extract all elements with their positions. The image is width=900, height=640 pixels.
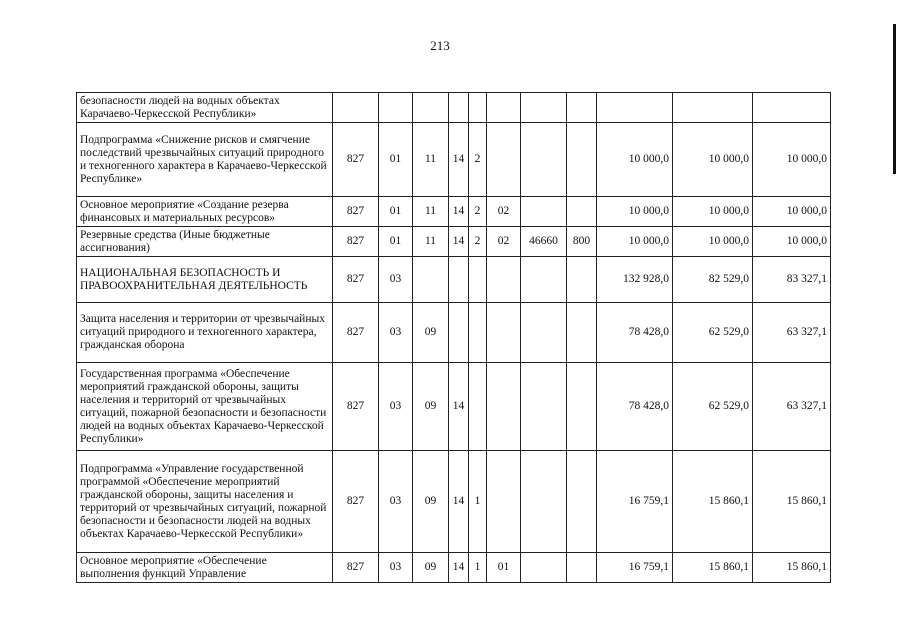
cell-direction [521,93,567,123]
cell-sum-3: 63 327,1 [753,303,831,363]
cell-direction [521,451,567,553]
budget-table-body [77,93,831,583]
cell-expense-type: 800 [567,227,597,257]
cell-sum-2: 10 000,0 [673,227,753,257]
cell-sum-1: 10 000,0 [597,123,673,197]
cell-subprogram [469,303,487,363]
table-row [77,303,831,363]
cell-subsection [413,257,449,303]
cell-section: 01 [379,227,413,257]
cell-sum-3: 63 327,1 [753,363,831,451]
cell-section: 01 [379,197,413,227]
cell-sum-2: 15 860,1 [673,553,753,583]
cell-sum-3: 15 860,1 [753,553,831,583]
cell-subprogram: 2 [469,227,487,257]
cell-activity: 02 [487,197,521,227]
cell-expense-type [567,553,597,583]
cell-section: 03 [379,257,413,303]
cell-ministry: 827 [333,553,379,583]
cell-sum-2 [673,93,753,123]
cell-subsection: 09 [413,553,449,583]
cell-subsection: 09 [413,363,449,451]
cell-section: 03 [379,303,413,363]
cell-program: 14 [449,197,469,227]
cell-sum-3: 10 000,0 [753,227,831,257]
cell-activity [487,93,521,123]
cell-sum-2: 15 860,1 [673,451,753,553]
cell-program [449,93,469,123]
cell-name: НАЦИОНАЛЬНАЯ БЕЗОПАСНОСТЬ И ПРАВООХРАНИТЕЛЬНАЯ ДЕЯТЕЛЬНОСТЬ [77,257,333,303]
cell-subsection: 09 [413,303,449,363]
cell-ministry: 827 [333,303,379,363]
page-edge-mark [893,24,896,174]
cell-activity [487,363,521,451]
cell-section: 03 [379,363,413,451]
table-row [77,451,831,553]
cell-expense-type [567,93,597,123]
cell-program: 14 [449,553,469,583]
cell-program [449,303,469,363]
cell-section [379,93,413,123]
cell-name: Основное мероприятие «Создание резерва финансовых и материальных ресурсов» [77,197,333,227]
cell-direction: 46660 [521,227,567,257]
cell-sum-1: 16 759,1 [597,553,673,583]
cell-sum-3: 10 000,0 [753,123,831,197]
cell-subprogram [469,257,487,303]
cell-name: Подпрограмма «Управление государственной программой «Обеспечение мероприятий гражданской обороны, защиты населения и территорий от чрезвычайных ситуаций, пожарной безопасности и безопасности людей на водных объектах Карачаево-Черкесской Республики» [77,451,333,553]
cell-subprogram [469,93,487,123]
cell-sum-1 [597,93,673,123]
cell-expense-type [567,197,597,227]
table-row [77,257,831,303]
cell-ministry: 827 [333,451,379,553]
table-row [77,227,831,257]
cell-expense-type [567,451,597,553]
table-row [77,197,831,227]
cell-direction [521,197,567,227]
cell-subprogram: 2 [469,197,487,227]
cell-subprogram: 2 [469,123,487,197]
cell-subsection [413,93,449,123]
cell-direction [521,303,567,363]
cell-activity [487,123,521,197]
cell-expense-type [567,257,597,303]
cell-program: 14 [449,123,469,197]
table-row [77,93,831,123]
cell-expense-type [567,123,597,197]
cell-subsection: 11 [413,197,449,227]
cell-sum-2: 10 000,0 [673,197,753,227]
table-row [77,553,831,583]
cell-subsection: 11 [413,123,449,197]
cell-name: безопасности людей на водных объектах Карачаево-Черкесской Республики» [77,93,333,123]
cell-program: 14 [449,451,469,553]
cell-subprogram: 1 [469,553,487,583]
cell-sum-3: 15 860,1 [753,451,831,553]
cell-program: 14 [449,227,469,257]
cell-ministry: 827 [333,257,379,303]
cell-ministry: 827 [333,363,379,451]
cell-activity: 02 [487,227,521,257]
cell-sum-1: 78 428,0 [597,303,673,363]
cell-direction [521,257,567,303]
cell-section: 03 [379,451,413,553]
cell-section: 01 [379,123,413,197]
cell-ministry: 827 [333,123,379,197]
cell-sum-2: 82 529,0 [673,257,753,303]
cell-activity [487,257,521,303]
cell-ministry: 827 [333,197,379,227]
cell-sum-1: 78 428,0 [597,363,673,451]
cell-sum-2: 62 529,0 [673,363,753,451]
cell-name: Защита населения и территории от чрезвычайных ситуаций природного и техногенного характера, гражданская оборона [77,303,333,363]
cell-subprogram: 1 [469,451,487,553]
budget-table [76,92,831,583]
cell-activity: 01 [487,553,521,583]
cell-subsection: 09 [413,451,449,553]
cell-activity [487,451,521,553]
cell-name: Государственная программа «Обеспечение мероприятий гражданской обороны, защиты населения и территорий от чрезвычайных ситуаций, пожарной безопасности и безопасности людей на водных объектах Карачаево-Черкесской Республики» [77,363,333,451]
cell-ministry [333,93,379,123]
cell-subsection: 11 [413,227,449,257]
cell-direction [521,123,567,197]
cell-section: 03 [379,553,413,583]
cell-sum-1: 10 000,0 [597,197,673,227]
cell-ministry: 827 [333,227,379,257]
cell-activity [487,303,521,363]
cell-sum-1: 16 759,1 [597,451,673,553]
page-number: 213 [430,38,450,53]
cell-subprogram [469,363,487,451]
cell-direction [521,553,567,583]
cell-program [449,257,469,303]
cell-direction [521,363,567,451]
cell-sum-1: 132 928,0 [597,257,673,303]
cell-sum-2: 10 000,0 [673,123,753,197]
cell-sum-3: 83 327,1 [753,257,831,303]
cell-sum-3 [753,93,831,123]
cell-expense-type [567,363,597,451]
cell-expense-type [567,303,597,363]
cell-name: Подпрограмма «Снижение рисков и смягчение последствий чрезвычайных ситуаций природного и техногенного характера в Карачаево-Черкесской Республике» [77,123,333,197]
table-row [77,123,831,197]
cell-program: 14 [449,363,469,451]
cell-sum-3: 10 000,0 [753,197,831,227]
cell-name: Резервные средства (Иные бюджетные ассигнования) [77,227,333,257]
cell-sum-2: 62 529,0 [673,303,753,363]
cell-name: Основное мероприятие «Обеспечение выполнения функций Управление [77,553,333,583]
cell-sum-1: 10 000,0 [597,227,673,257]
table-row [77,363,831,451]
